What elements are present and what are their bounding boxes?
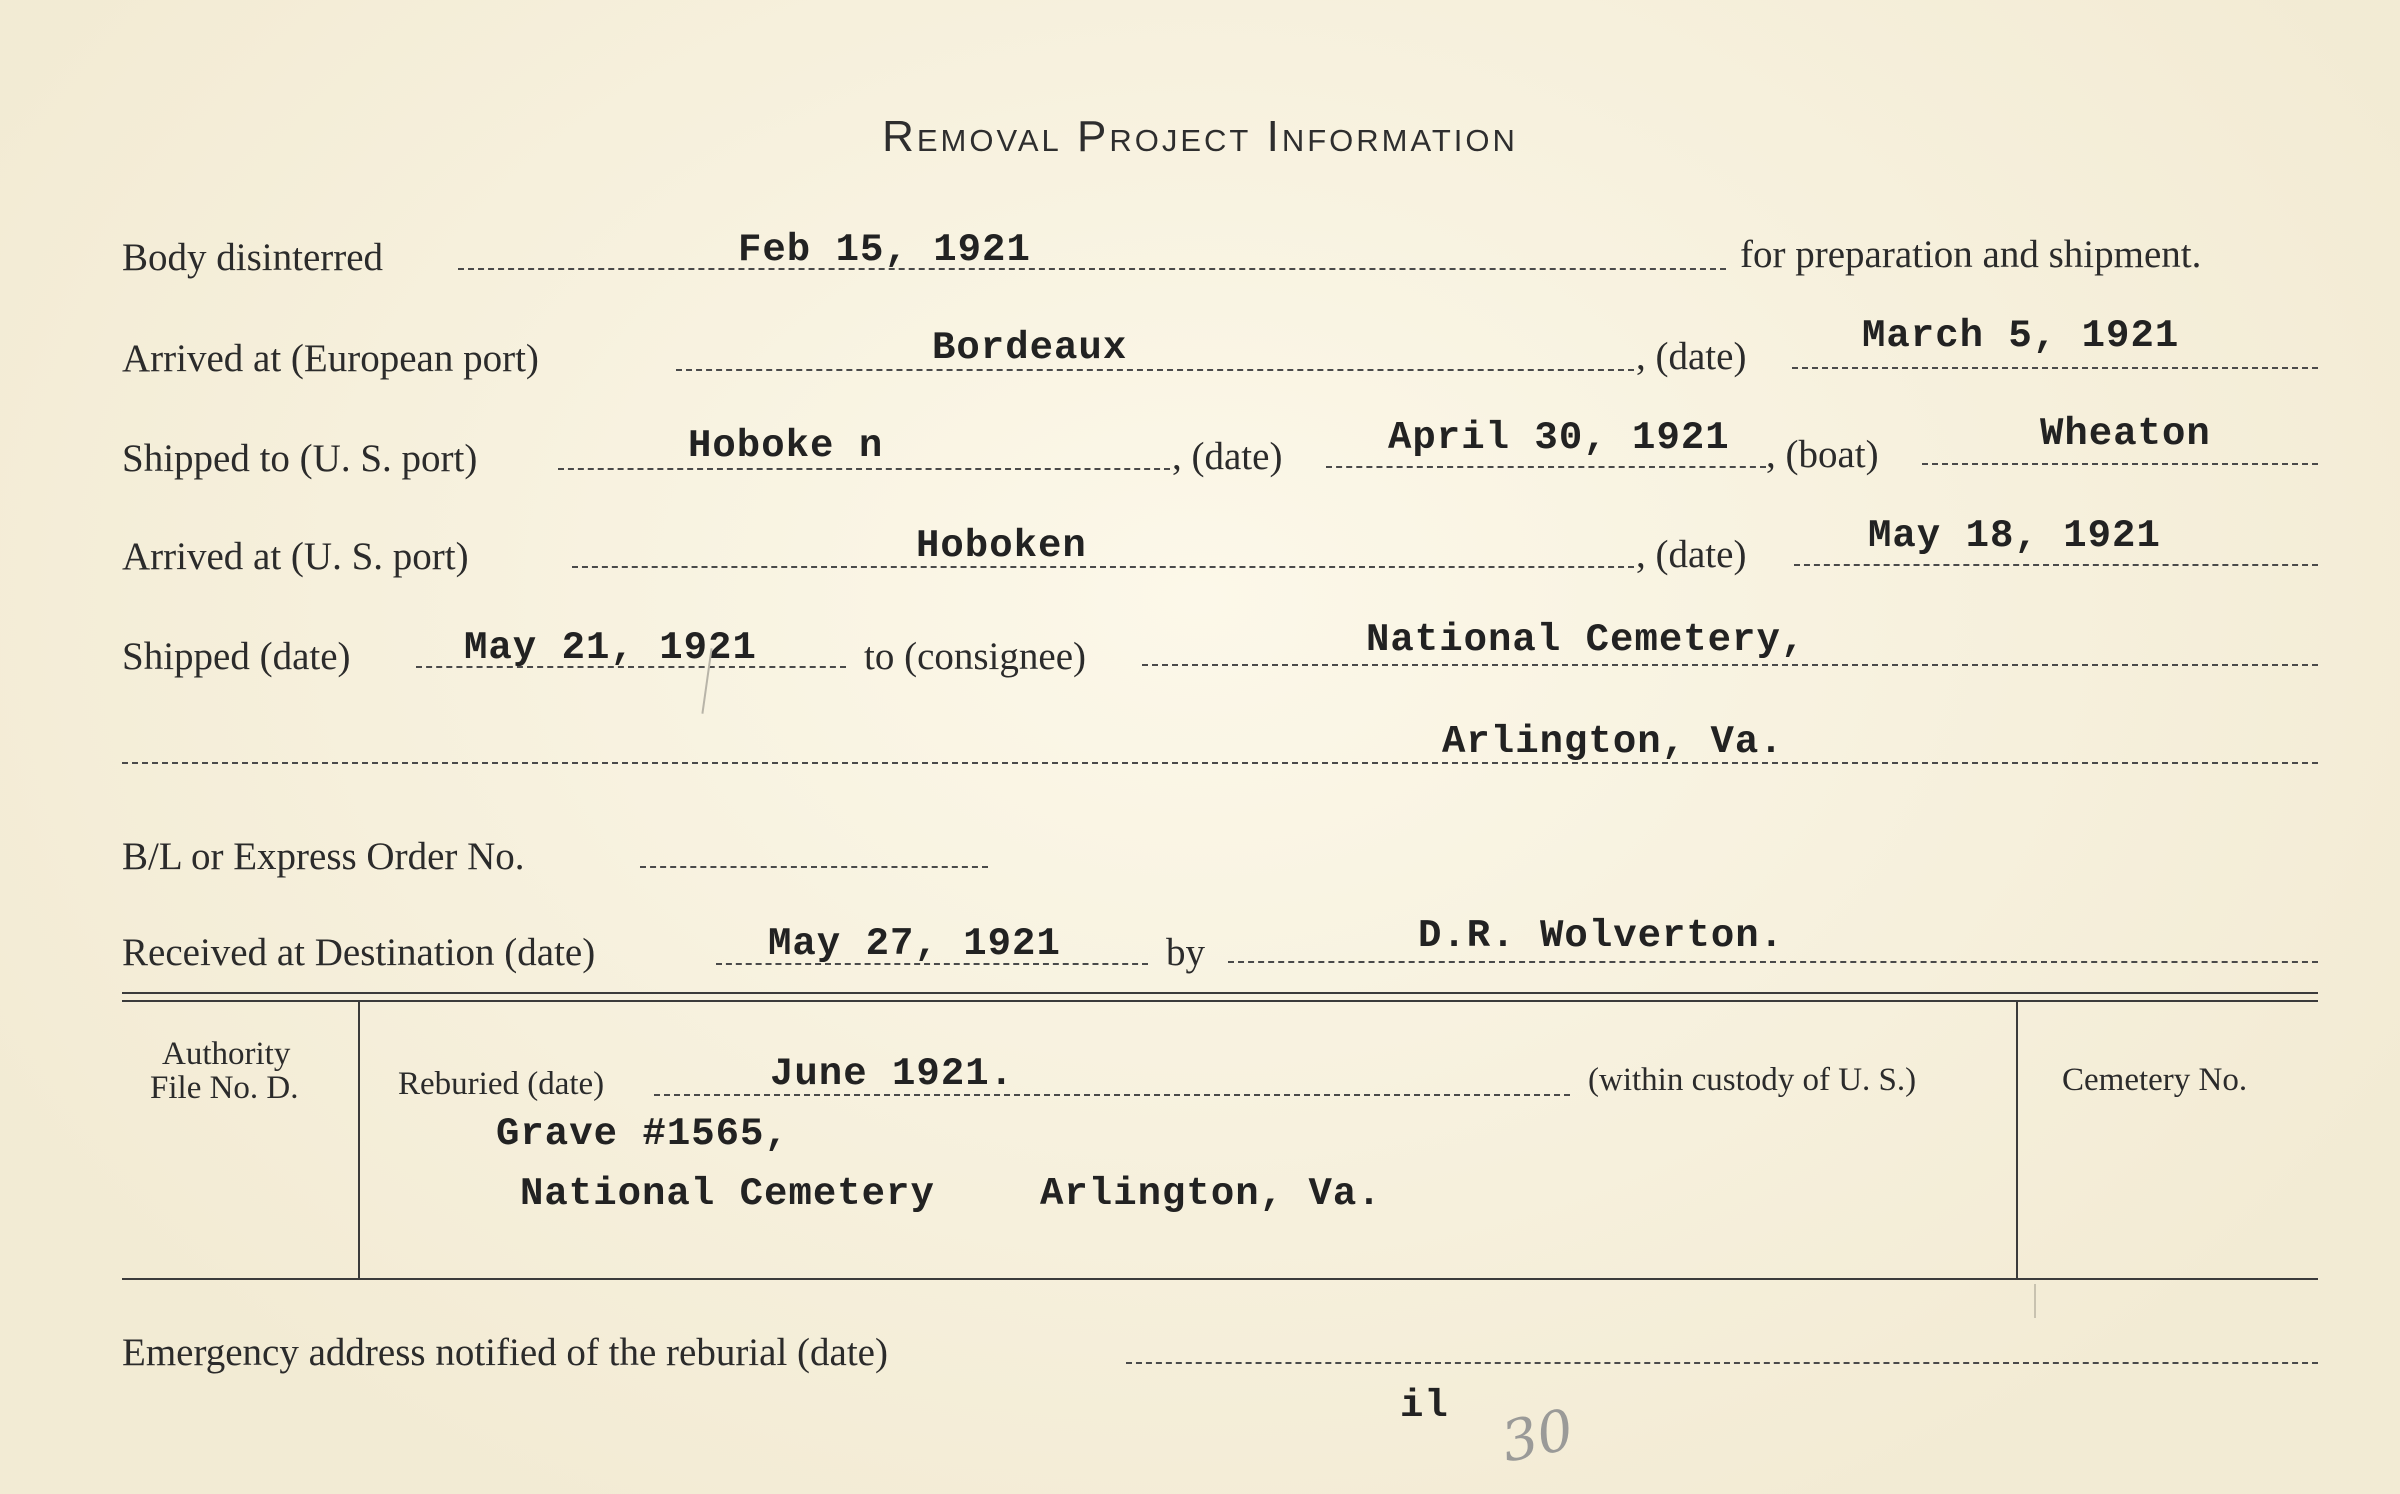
arrived-us-label: Arrived at (U. S. port): [122, 535, 469, 578]
box-top-rule-1: [122, 992, 2318, 994]
custody-label: (within custody of U. S.): [1588, 1062, 1917, 1098]
grave-number-value: Grave #1565,: [496, 1112, 789, 1156]
reburied-date-value: June 1921.: [770, 1052, 1015, 1096]
box-divider-left: [358, 1002, 360, 1278]
consignee-value-line1: National Cemetery,: [1366, 618, 1806, 662]
disinterred-line: [458, 268, 1726, 270]
received-date-value: May 27, 1921: [768, 922, 1061, 966]
arrived-us-date-label: , (date): [1636, 533, 1747, 576]
card-title: Removal Project Information: [882, 112, 1518, 161]
cemetery-no-label: Cemetery No.: [2062, 1062, 2248, 1098]
shipped-us-boat-line: [1922, 463, 2318, 465]
authority-label-line2: File No. D.: [150, 1070, 299, 1106]
box-bottom-rule: [122, 1278, 2318, 1280]
shipped-us-port-value: Hoboke n: [688, 424, 884, 468]
stray-pencil-tick: [2034, 1284, 2036, 1318]
received-by-label: by: [1166, 931, 1205, 974]
shipped-us-date-line: [1326, 466, 1766, 468]
disinterred-date-value: Feb 15, 1921: [738, 228, 1031, 272]
consignee-label: to (consignee): [864, 635, 1087, 678]
shipped-us-line: [558, 468, 1170, 470]
shipped-us-date-value: April 30, 1921: [1388, 416, 1730, 460]
arrived-us-date-line: [1794, 564, 2318, 566]
arrived-us-port-value: Hoboken: [916, 524, 1087, 568]
reburial-location-value-2: Arlington, Va.: [1040, 1172, 1382, 1216]
consignee-continuation-line: [122, 762, 2318, 764]
arrived-us-date-value: May 18, 1921: [1868, 514, 2161, 558]
european-port-label: Arrived at (European port): [122, 337, 539, 380]
shipped-us-boat-value: Wheaton: [2040, 412, 2211, 456]
disinterred-label: Body disinterred: [122, 236, 384, 279]
received-by-line: [1228, 961, 2318, 963]
shipped-date-value: May 21, 1921: [464, 626, 757, 670]
authority-label-line1: Authority: [162, 1036, 291, 1072]
reburied-label: Reburied (date): [398, 1066, 605, 1102]
disinterred-suffix: for preparation and shipment.: [1740, 233, 2202, 276]
shipped-us-label: Shipped to (U. S. port): [122, 437, 478, 480]
european-port-date-label: , (date): [1636, 335, 1747, 378]
shipped-us-boat-label: , (boat): [1766, 433, 1879, 476]
emergency-label: Emergency address notified of the reburial (date): [122, 1331, 888, 1374]
pencil-mark: 30: [1496, 1397, 1580, 1476]
european-port-line: [676, 369, 1634, 371]
footer-code: il: [1400, 1384, 1449, 1428]
box-top-rule-2: [122, 1000, 2318, 1002]
consignee-value-line2: Arlington, Va.: [1442, 720, 1784, 764]
box-divider-right: [2016, 1002, 2018, 1278]
emergency-line: [1126, 1362, 2318, 1364]
european-port-value: Bordeaux: [932, 326, 1128, 370]
bl-order-line: [640, 866, 988, 868]
european-port-date-line: [1792, 367, 2318, 369]
received-by-value: D.R. Wolverton.: [1418, 914, 1785, 958]
received-label: Received at Destination (date): [122, 931, 596, 974]
shipped-label: Shipped (date): [122, 635, 351, 678]
reburial-location-value-1: National Cemetery: [520, 1172, 935, 1216]
consignee-line: [1142, 664, 2318, 666]
arrived-us-line: [572, 566, 1634, 568]
bl-order-label: B/L or Express Order No.: [122, 835, 525, 878]
shipped-us-date-label: , (date): [1172, 435, 1283, 478]
european-port-date-value: March 5, 1921: [1862, 314, 2180, 358]
